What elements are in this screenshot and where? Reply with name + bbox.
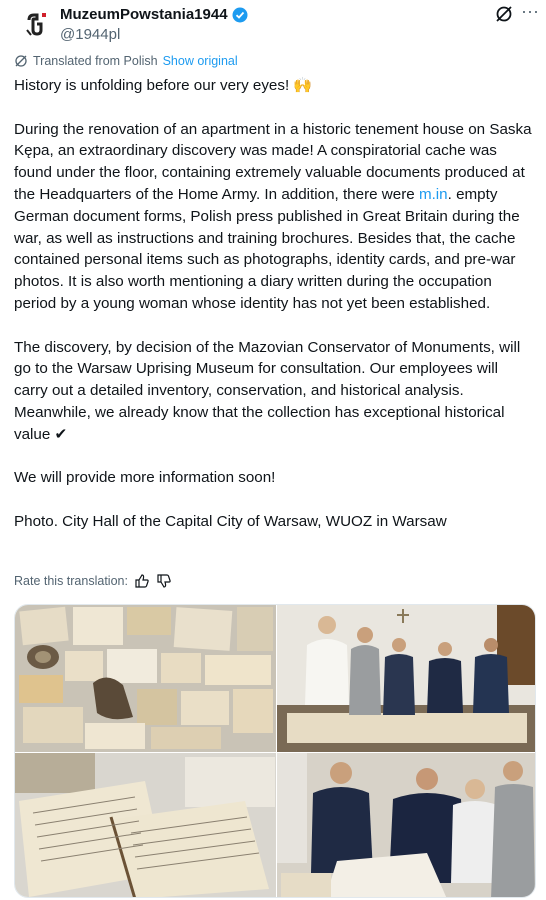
translation-notice	[14, 54, 238, 68]
media-grid[interactable]	[14, 604, 536, 898]
photo-officials-inspecting[interactable]	[277, 753, 536, 898]
author-handle[interactable]: @1944pl	[60, 26, 121, 43]
translated-from-label: Translated from Polish	[33, 54, 158, 68]
tweet-hashtag-link[interactable]: m.in	[418, 185, 448, 203]
photo-officials-viewing[interactable]	[277, 605, 536, 752]
tweet-paragraph-2b: . empty German document forms, Polish press published in Great Britain during the war, as well as instructions and training brochures. Besides that, the cache contained personal items such as photographs, identity cards, and pre-war photos. It is also worth mentioning a diary written during the occupation period by a young woman whose identity has not yet been established.	[14, 185, 524, 312]
translate-icon	[14, 54, 28, 68]
thumbs-up-icon[interactable]	[134, 573, 150, 589]
photo-documents-table[interactable]	[15, 605, 276, 752]
tweet-text	[14, 75, 534, 533]
tweet-paragraph-4: We will provide more information soon!	[14, 469, 276, 487]
tweet-paragraph-2a: During the renovation of an apartment in a historic tenement house on Saska Kępa, an extraordinary discovery was made! A conspiratorial cache was found under the floor, containing extremely valuable documents produced at the Headquarters of the Home Army. In addition, there were	[14, 120, 536, 203]
tweet-paragraph-3: The discovery, by decision of the Mazovian Conservator of Monuments, will go to the Warsaw Uprising Museum for consultation. Our employees will carry out a detailed inventory, conservation, and historical analysis. Meanwhile, we already know that the collection has exceptional historical value ✔	[14, 338, 525, 443]
thumbs-down-icon[interactable]	[156, 573, 172, 589]
museum-logo-icon[interactable]	[20, 8, 54, 42]
rate-translation-label: Rate this translation:	[14, 574, 128, 588]
tweet-paragraph-1: History is unfolding before our very eyes! 🙌	[14, 77, 313, 94]
tweet-header	[14, 1, 539, 50]
show-original-link[interactable]: Show original	[162, 54, 238, 68]
rate-translation	[14, 573, 172, 589]
photo-diary-pages[interactable]	[15, 753, 276, 898]
author-display-name[interactable]: MuzeumPowstania1944	[60, 6, 228, 23]
verified-badge-icon	[232, 7, 248, 23]
author-name-row[interactable]	[60, 6, 248, 23]
more-icon[interactable]: ···	[521, 1, 539, 21]
tweet-paragraph-5: Photo. City Hall of the Capital City of Warsaw, WUOZ in Warsaw	[14, 512, 447, 530]
grok-icon[interactable]	[494, 4, 514, 24]
